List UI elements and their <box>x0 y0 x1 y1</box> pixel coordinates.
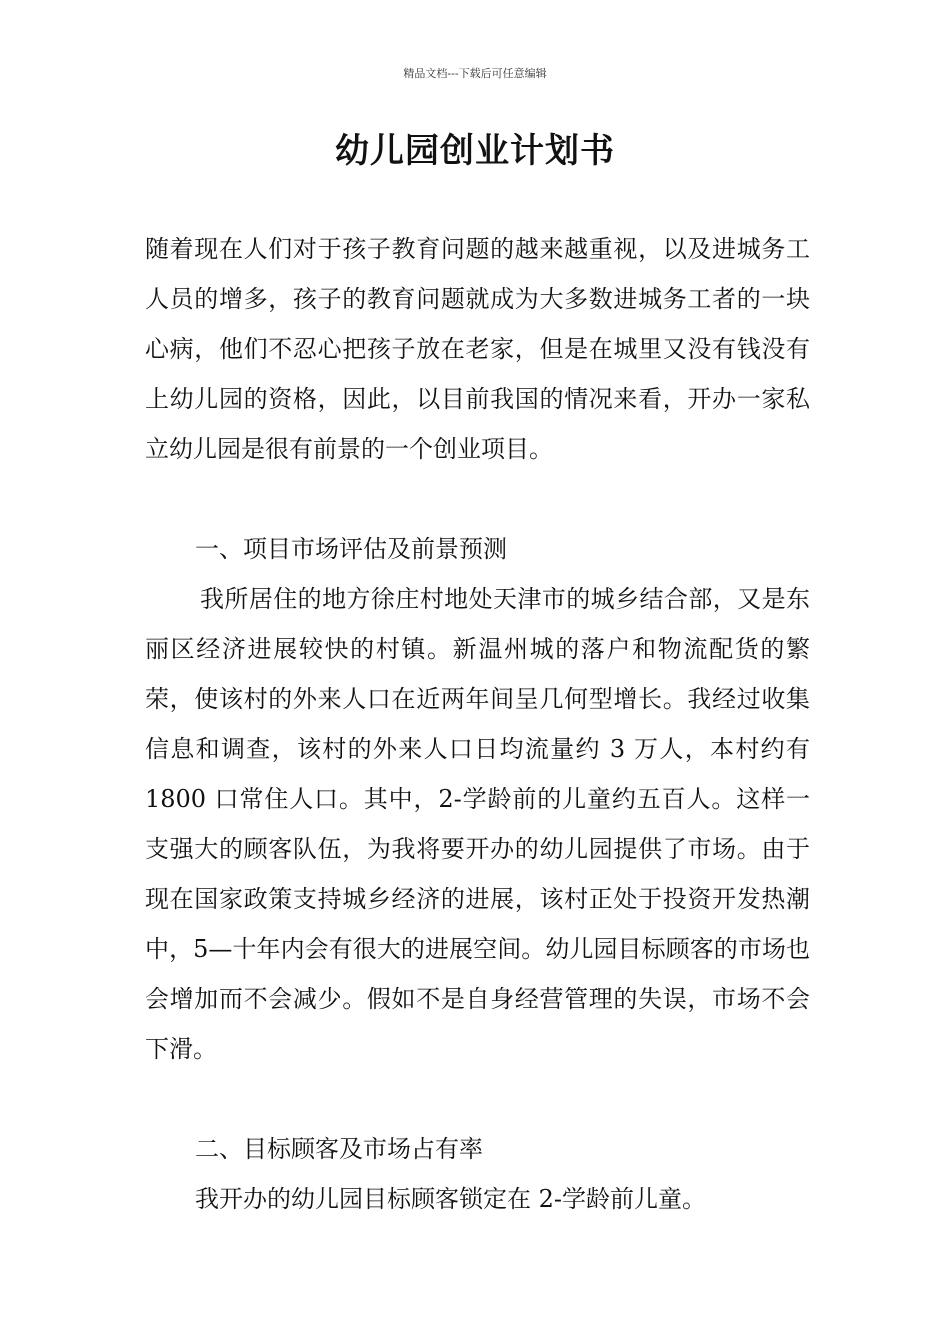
paragraph-spacer <box>145 474 810 524</box>
document-body <box>145 224 810 1224</box>
section-1-heading: 一、项目市场评估及前景预测 <box>195 535 507 563</box>
document-title: 幼儿园创业计划书 <box>335 131 615 171</box>
page-header-note: 精品文档---下载后可任意编辑 <box>403 67 547 80</box>
section-2-heading: 二、目标顾客及市场占有率 <box>195 1135 483 1163</box>
intro-paragraph: 随着现在人们对于孩子教育问题的越来越重视，以及进城务工人员的增多，孩子的教育问题就成为大多数进城务工者的一块心病，他们不忍心把孩子放在老家，但是在城里又没有钱没有上幼儿园的资格，因此，以目前我国的情况来看，开办一家私立幼儿园是很有前景的一个创业项目。 <box>145 235 810 463</box>
paragraph-spacer <box>145 1074 810 1124</box>
section-1-paragraph: 我所居住的地方徐庄村地处天津市的城乡结合部，又是东丽区经济进展较快的村镇。新温州城的落户和物流配货的繁荣，使该村的外来人口在近两年间呈几何型增长。我经过收集信息和调查，该村的外来人口日均流量约 3 万人，本村约有 1800 口常住人口。其中，2-学龄前的儿童约五百人。这样一支强大的顾客队伍，为我将要开办的幼儿园提供了市场。由于现在国家政策支持城乡经济的进展，该村正处于投资开发热潮中，5—十年内会有很大的进展空间。幼儿园目标顾客的市场也会增加而不会减少。假如不是自身经营管理的失误，市场不会下滑。 <box>145 585 810 1063</box>
section-2-paragraph: 我开办的幼儿园目标顾客锁定在 2-学龄前儿童。 <box>195 1185 707 1213</box>
